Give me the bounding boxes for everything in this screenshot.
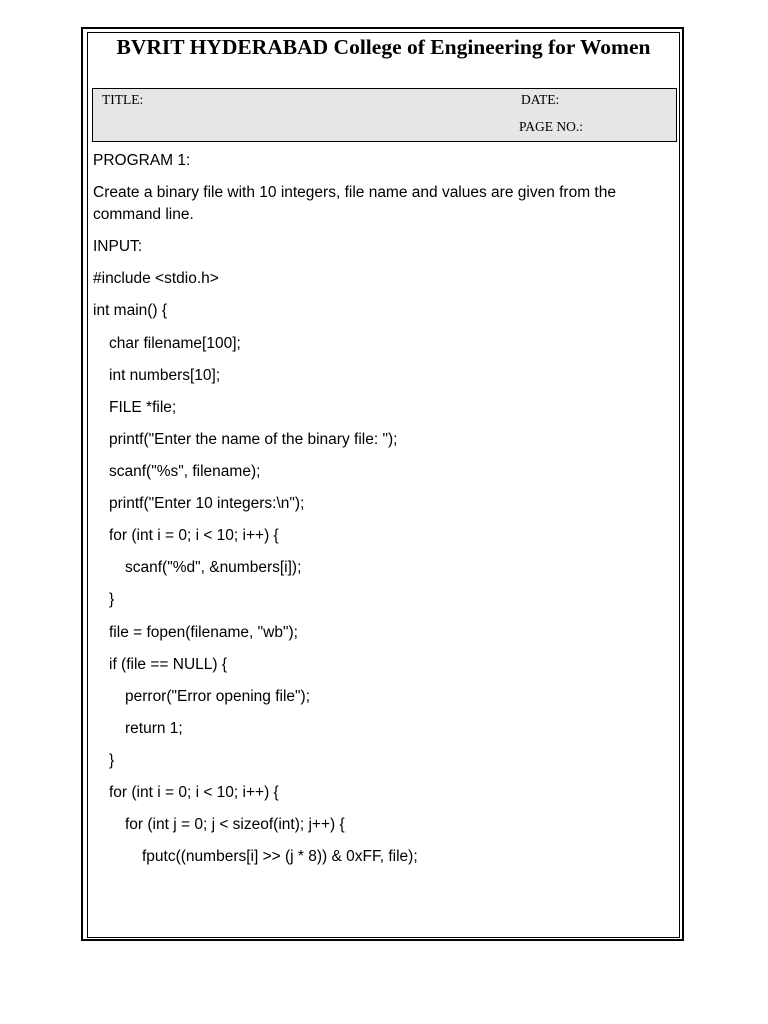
college-name-heading: BVRIT HYDERABAD College of Engineering for Women xyxy=(116,35,651,59)
code-line: printf("Enter the name of the binary file: "); xyxy=(109,431,398,448)
program-description: Create a binary file with 10 integers, file name and values are given from the command line. xyxy=(93,184,616,223)
code-line: char filename[100]; xyxy=(109,335,241,352)
code-line: for (int i = 0; i < 10; i++) { xyxy=(109,527,279,544)
code-line: for (int j = 0; j < sizeof(int); j++) { xyxy=(125,816,345,833)
code-line: } xyxy=(109,752,115,769)
code-line: if (file == NULL) { xyxy=(109,656,228,673)
code-line: for (int i = 0; i < 10; i++) { xyxy=(109,784,279,801)
program-heading: PROGRAM 1: xyxy=(93,152,191,169)
record-header-box xyxy=(92,88,677,142)
date-field-label: DATE: xyxy=(521,92,560,107)
code-line: file = fopen(filename, "wb"); xyxy=(109,624,298,641)
code-line: int main() { xyxy=(93,302,168,319)
code-line: FILE *file; xyxy=(109,399,177,416)
code-line: int numbers[10]; xyxy=(109,367,221,384)
title-field-label: TITLE: xyxy=(102,92,144,107)
code-line: } xyxy=(109,591,115,608)
input-heading: INPUT: xyxy=(93,238,143,255)
code-line: printf("Enter 10 integers:\n"); xyxy=(109,495,305,512)
code-line: #include <stdio.h> xyxy=(93,270,219,287)
code-line: scanf("%s", filename); xyxy=(109,463,261,480)
code-line: scanf("%d", &numbers[i]); xyxy=(125,559,302,576)
code-line: fputc((numbers[i] >> (j * 8)) & 0xFF, file); xyxy=(142,848,418,865)
code-line: perror("Error opening file"); xyxy=(125,688,311,705)
page-number-field-label: PAGE NO.: xyxy=(519,119,584,134)
code-line: return 1; xyxy=(125,720,183,737)
